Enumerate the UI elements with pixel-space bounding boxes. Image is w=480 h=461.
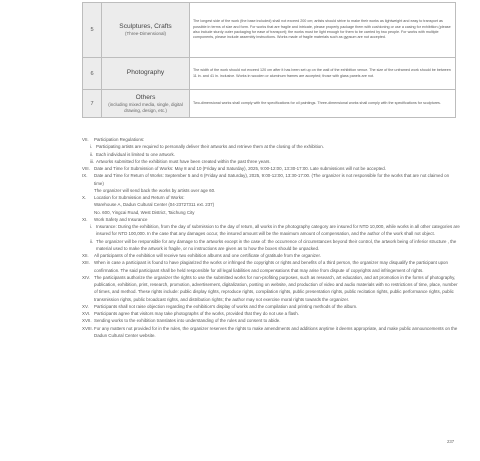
section-number: XI.: [82, 216, 88, 222]
category-sub: (Three-Dimensional): [124, 31, 166, 37]
section-number: VII.: [82, 137, 89, 142]
section-x: [82, 194, 460, 201]
spec-cell: Two-dimensional works shall comply with the specifications for oil paintings. Three-dimensional works shall comply with the specifications for sculptures.: [190, 90, 456, 118]
section-xiv: [82, 274, 460, 303]
address-line: No. 600, Yingcai Road, West District, Taichung City: [94, 209, 195, 215]
section-text: When in case a participant is found to have plagiarized the works or infringed the copyrights or rights and benefits of a third person, the organizer may disqualify the participant upon confirmation. The said participant shall be held responsible for all legal liabilities and compensations that may arise from dispute of copyrights and infringement of rights.: [94, 260, 448, 273]
category-label: Sculptures, Crafts: [119, 22, 172, 30]
section-text: Date and Time for Return of Works: September 5 and 6 (Friday and Saturday), 2025, 9:00-12:00, 13:30-17:00. (The organizer is not responsible for the works that are not claimed on time): [94, 173, 450, 186]
category-cell: [102, 90, 190, 118]
item-text: Insurance: During the exhibition, from the day of submission to the day of return, all works in the photography category are insured for NTD 10,000, while works in all other categories are insured for NTD 100,000. In the case that any damages occur, the insured amount will be the maximum amount of compensation, and the author of the work shall not object.: [96, 224, 460, 237]
spec-cell: The longest side of the work (the base included) shall not exceed 200 cm; artists should strive to make their works as lightweight and easy to transport as possible in terms of size and form. For works that are fragile and intricate, please properly package them with cushioning or use a casing for exhibition (please also include sturdy outer packaging for ease of transport); the works must be light enough for them to be carried by two people. For works with multiple components, please include assembly instructions. Works made of fragile materials such as gypsum are not accepted.: [190, 3, 456, 58]
section-text: Participants shall not raise objection regarding the exhibition's display of works and the compilation and printing methods of the album.: [94, 303, 358, 309]
section-number: XVIII.: [82, 325, 93, 331]
table-row: [83, 58, 456, 90]
section-xvi: [82, 310, 460, 317]
section-text: Participants agree that visitors may take photographs of the works, provided that they do not use a flash.: [94, 311, 299, 316]
regulations-body: [82, 136, 460, 339]
section-number: X.: [82, 195, 87, 200]
section-text: Location for Submission and Return of Works:: [94, 195, 185, 200]
item-marker: iii.: [90, 158, 95, 164]
section-number: XII.: [82, 253, 89, 258]
section-title: Work Safety and Insurance: [94, 216, 148, 222]
category-cell: [102, 3, 190, 58]
section-number: XV.: [82, 303, 89, 309]
item-marker: ii.: [90, 151, 94, 157]
section-number: IX.: [82, 173, 88, 179]
row-number: 7: [83, 90, 102, 118]
section-number: XVII.: [82, 318, 92, 324]
section-number: XIV.: [82, 274, 90, 280]
section-number: XVI.: [82, 311, 91, 316]
section-xv: [82, 303, 460, 310]
section-xviii: [82, 325, 460, 340]
spec-cell: The width of the work should not exceed 120 cm after it has been set up on the wall of the exhibition venue. The size of the unframed work should be between 11 in. and 41 in. inclusive. Works in wooden or aluminum frames are accepted; those with glass panels are not.: [190, 58, 456, 90]
row-number: 6: [83, 58, 102, 90]
category-label: Photography: [126, 69, 165, 77]
item-text: Artworks submitted for the exhibition must have been created within the past three years.: [96, 158, 271, 164]
section-number: XIII.: [82, 260, 90, 266]
section-ix: [82, 172, 460, 187]
item-marker: ii.: [90, 238, 94, 244]
section-xii: [82, 252, 460, 259]
section-note: The organizer will send back the works by artists over age 60.: [94, 187, 216, 193]
item-text: Each individual is limited to one artwork.: [96, 151, 175, 157]
address-line: Warehouse A, Dadun Cultural Center (04-23727311 ext. 237): [94, 202, 215, 208]
table-row: [83, 3, 456, 58]
page-number: 237: [447, 439, 455, 444]
section-text: Date and Time for Submission of Works: May 8 and 10 (Friday and Saturday), 2025, 9:00-12:00, 13:30-17:00. Late submissions will not be accepted.: [94, 166, 386, 171]
section-vii: [82, 136, 460, 143]
item-text: The organizer will be responsible for any damage to the artworks except in the case of: the occurrence of circumstances beyond their control, the artwork being of inferior structure , the material used to make the artwork is fragile, or no instructions are given as to how the boxes should be unpacked.: [96, 238, 457, 251]
section-viii: [82, 165, 460, 172]
list-item: [82, 223, 460, 238]
list-item: [82, 238, 460, 253]
artwork-spec-table: [82, 2, 456, 118]
table-row: [83, 90, 456, 118]
row-number: 5: [83, 3, 102, 58]
list-item: [82, 158, 460, 165]
category-sub: (including mixed media, single, digital drawing, design, etc.): [108, 101, 183, 113]
item-text: Participating artists are required to personally deliver their artworks and retrieve them at the closing of the exhibition.: [96, 144, 324, 150]
section-number: VIII.: [82, 166, 90, 171]
item-marker: i.: [90, 144, 93, 150]
section-xvii: [82, 317, 460, 324]
section-text: Sending works to the exhibition translates into understanding of the rules and consent to abide.: [94, 318, 281, 324]
category-label: Others: [135, 93, 156, 101]
section-text: All participants of the exhibition will receive two exhibition albums and one certificate of gratitude from the organizer.: [94, 253, 321, 258]
list-item: [82, 151, 460, 158]
section-text: For any matters not provided for in the rules, the organizer reserves the rights to make amendments and additions anytime it deems appropriate, and make public announcements on the Dadun Cultural Center website.: [94, 325, 458, 338]
section-text: The participants authorize the organizer the rights to use the submitted works for non-profiting purposes, such as research, art education, and art promotion in the forms of photography, publication, exhibition, print, research, promotion, advertisement, digitalization, posting on website, and production of video and audio materials with no restrictions of time, place, number of times, and method. These rights include: public display rights, reproduce rights, compilation rights, public presentation rights, public recitation rights, public performance rights, public transmission rights, public broadcast rights, and distribution rights; the author may not exercise moral rights towards the organizer.: [94, 274, 458, 302]
list-item: [82, 143, 460, 150]
category-cell: [102, 58, 190, 90]
section-title: Participation Regulations:: [94, 137, 145, 142]
section-xi: [82, 216, 460, 223]
section-xiii: [82, 259, 460, 274]
item-marker: i.: [90, 224, 93, 229]
